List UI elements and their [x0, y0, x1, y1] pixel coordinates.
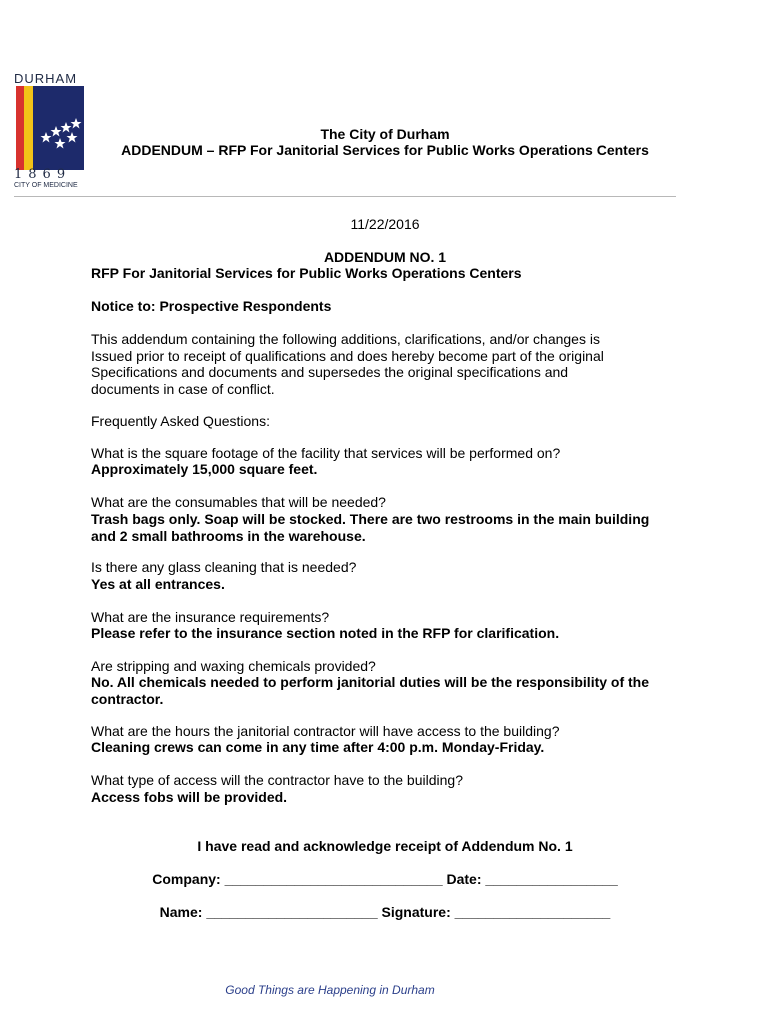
header-city: The City of Durham	[320, 126, 450, 142]
name-signature-line: Name: ______________________ Signature: ____________________	[159, 904, 611, 920]
rfp-title: RFP For Janitorial Services for Public Works Operations Centers	[91, 265, 522, 281]
document-date: 11/22/2016	[350, 216, 420, 232]
addendum-number: ADDENDUM NO. 1	[323, 249, 447, 265]
faq-question-7: What type of access will the contractor have to the building?	[91, 772, 463, 788]
faq-answer-7: Access fobs will be provided.	[91, 789, 288, 805]
faq-answer-2: Trash bags only. Soap will be stocked. There are two restrooms in the main building and 2 small bathrooms in the warehouse.	[91, 511, 650, 544]
faq-question-1: What is the square footage of the facility that services will be performed on?	[91, 445, 561, 461]
notice-line: Notice to: Prospective Respondents	[91, 298, 332, 314]
logo-year: 1869	[14, 167, 72, 182]
faq-heading: Frequently Asked Questions:	[91, 413, 270, 429]
faq-answer-6: Cleaning crews can come in any time after 4:00 p.m. Monday-Friday.	[91, 739, 545, 755]
footer-slogan: Good Things are Happening in Durham	[225, 983, 435, 997]
faq-answer-1: Approximately 15,000 square feet.	[91, 461, 318, 477]
durham-logo	[14, 71, 86, 189]
intro-paragraph: This addendum containing the following additions, clarifications, and/or changes is Issued prior to receipt of qualifications and does hereby become part of the original Specifications and documents and supersedes the original specifications and documents in case of conflict.	[91, 331, 604, 397]
faq-answer-5: No. All chemicals needed to perform janitorial duties will be the responsibility of the contractor.	[91, 674, 650, 707]
header-divider	[14, 196, 676, 197]
faq-question-3: Is there any glass cleaning that is needed?	[91, 559, 357, 575]
faq-answer-4: Please refer to the insurance section noted in the RFP for clarification.	[91, 625, 560, 641]
faq-question-6: What are the hours the janitorial contractor will have access to the building?	[91, 723, 560, 739]
faq-question-2: What are the consumables that will be needed?	[91, 494, 386, 510]
header-addendum: ADDENDUM – RFP For Janitorial Services for Public Works Operations Centers	[121, 142, 649, 158]
acknowledgement: I have read and acknowledge receipt of Addendum No. 1	[197, 838, 573, 854]
logo-wordmark: DURHAM	[14, 71, 78, 86]
faq-question-5: Are stripping and waxing chemicals provided?	[91, 658, 376, 674]
company-date-line: Company: ____________________________ Date: _________________	[152, 871, 618, 887]
faq-question-4: What are the insurance requirements?	[91, 609, 330, 625]
logo-tagline: CITY OF MEDICINE	[14, 182, 78, 189]
faq-answer-3: Yes at all entrances.	[91, 576, 225, 592]
